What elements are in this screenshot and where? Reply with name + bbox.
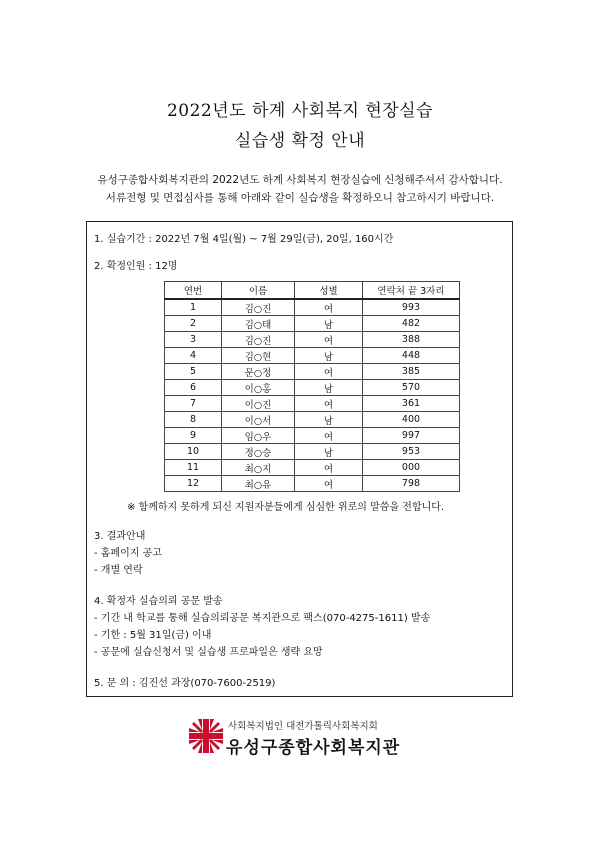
row-no: 11 bbox=[165, 460, 222, 476]
table-row bbox=[165, 460, 460, 476]
row-name: 최○유 bbox=[222, 476, 295, 492]
row-name: 이○홍 bbox=[222, 380, 295, 396]
row-no: 4 bbox=[165, 348, 222, 364]
row-phone: 482 bbox=[363, 316, 460, 332]
intro-line-2: 서류전형 및 면접심사를 통해 아래와 같이 실습생을 확정하오니 참고하시기 바랍니다. bbox=[105, 192, 495, 204]
row-gender: 여 bbox=[295, 364, 363, 380]
table-row bbox=[165, 476, 460, 492]
row-name: 김○진 bbox=[222, 332, 295, 348]
row-gender: 남 bbox=[295, 412, 363, 428]
row-name: 이○진 bbox=[222, 396, 295, 412]
row-phone: 385 bbox=[363, 364, 460, 380]
row-gender: 남 bbox=[295, 316, 363, 332]
section-result-heading: 3. 결과안내 bbox=[94, 531, 146, 542]
row-phone: 953 bbox=[363, 444, 460, 460]
row-name: 김○태 bbox=[222, 316, 295, 332]
row-gender: 여 bbox=[295, 460, 363, 476]
section-request-heading: 4. 확정자 실습의뢰 공문 발송 bbox=[94, 596, 223, 607]
table-row bbox=[165, 332, 460, 348]
row-name: 정○승 bbox=[222, 444, 295, 460]
table-row bbox=[165, 316, 460, 332]
header-name: 이름 bbox=[222, 282, 295, 300]
row-no: 9 bbox=[165, 428, 222, 444]
table-row bbox=[165, 412, 460, 428]
title-line-1: 2022년도 하계 사회복지 현장실습 bbox=[166, 101, 434, 121]
row-phone: 997 bbox=[363, 428, 460, 444]
header-phone: 연락처 끝 3자리 bbox=[363, 282, 460, 300]
table-row bbox=[165, 364, 460, 380]
row-gender: 여 bbox=[295, 476, 363, 492]
row-phone: 993 bbox=[363, 299, 460, 316]
row-gender: 남 bbox=[295, 444, 363, 460]
row-no: 2 bbox=[165, 316, 222, 332]
content-box bbox=[86, 221, 513, 697]
table-header-row bbox=[165, 282, 460, 300]
consolation-note: ※ 함께하지 못하게 되신 지원자분들에게 심심한 위로의 말씀을 전합니다. bbox=[127, 502, 445, 513]
row-no: 12 bbox=[165, 476, 222, 492]
row-phone: 570 bbox=[363, 380, 460, 396]
table-row bbox=[165, 348, 460, 364]
section-period: 1. 실습기간 : 2022년 7월 4일(월) ~ 7월 29일(금), 20일, 160시간 bbox=[94, 234, 394, 245]
intro-text bbox=[0, 171, 600, 207]
row-no: 5 bbox=[165, 364, 222, 380]
section-result-item-1: - 홈페이지 공고 bbox=[94, 548, 162, 559]
row-phone: 798 bbox=[363, 476, 460, 492]
row-no: 6 bbox=[165, 380, 222, 396]
row-no: 7 bbox=[165, 396, 222, 412]
header-gender: 성별 bbox=[295, 282, 363, 300]
org-name: 유성구종합사회복지관 bbox=[226, 738, 401, 758]
row-phone: 000 bbox=[363, 460, 460, 476]
section-request-item-2: - 기한 : 5월 31일(금) 이내 bbox=[94, 630, 212, 641]
row-phone: 361 bbox=[363, 396, 460, 412]
row-phone: 400 bbox=[363, 412, 460, 428]
title-line-2: 실습생 확정 안내 bbox=[234, 131, 366, 151]
row-name: 김○진 bbox=[222, 299, 295, 316]
row-name: 김○현 bbox=[222, 348, 295, 364]
row-name: 문○정 bbox=[222, 364, 295, 380]
row-no: 8 bbox=[165, 412, 222, 428]
row-no: 3 bbox=[165, 332, 222, 348]
row-phone: 388 bbox=[363, 332, 460, 348]
caritas-cross-icon bbox=[188, 718, 224, 754]
section-contact: 5. 문 의 : 김진선 과장(070-7600-2519) bbox=[94, 678, 276, 689]
row-gender: 남 bbox=[295, 348, 363, 364]
table-row bbox=[165, 444, 460, 460]
section-count: 2. 확정인원 : 12명 bbox=[94, 261, 178, 272]
table-row bbox=[165, 428, 460, 444]
table-row bbox=[165, 380, 460, 396]
row-name: 최○지 bbox=[222, 460, 295, 476]
org-subtitle: 사회복지법인 대전가톨릭사회복지회 bbox=[228, 721, 378, 732]
row-no: 1 bbox=[165, 299, 222, 316]
section-request-item-3: - 공문에 실습신청서 및 실습생 프로파일은 생략 요망 bbox=[94, 647, 323, 658]
row-gender: 여 bbox=[295, 428, 363, 444]
section-result-item-2: - 개별 연락 bbox=[94, 565, 143, 576]
row-phone: 448 bbox=[363, 348, 460, 364]
table-row bbox=[165, 299, 460, 316]
row-gender: 여 bbox=[295, 299, 363, 316]
row-gender: 남 bbox=[295, 380, 363, 396]
table-row bbox=[165, 396, 460, 412]
row-name: 임○우 bbox=[222, 428, 295, 444]
row-gender: 여 bbox=[295, 332, 363, 348]
section-request-item-1: - 기간 내 학교를 통해 실습의뢰공문 복지관으로 팩스(070-4275-1611) 발송 bbox=[94, 613, 431, 624]
row-name: 이○서 bbox=[222, 412, 295, 428]
header-no: 연번 bbox=[165, 282, 222, 300]
row-gender: 여 bbox=[295, 396, 363, 412]
row-no: 10 bbox=[165, 444, 222, 460]
intro-line-1: 유성구종합사회복지관의 2022년도 하계 사회복지 현장실습에 신청해주셔서 감사합니다. bbox=[97, 174, 503, 186]
roster-table bbox=[164, 281, 460, 492]
